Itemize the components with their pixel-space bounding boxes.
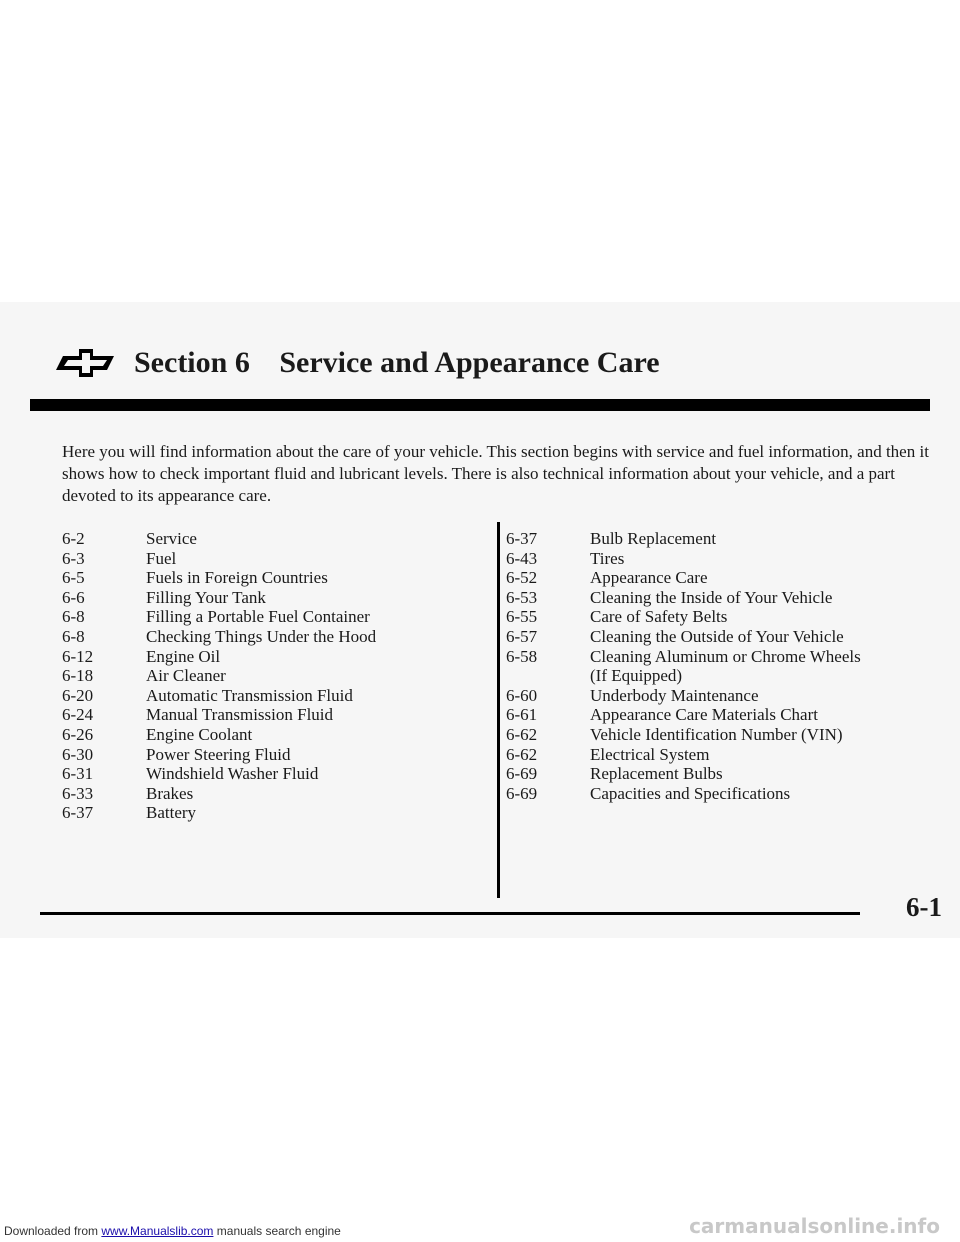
toc-page-number: 6-18	[62, 666, 94, 686]
toc-entry[interactable]	[62, 549, 482, 569]
toc-entry[interactable]	[506, 725, 926, 745]
page-number: 6-1	[906, 892, 942, 922]
toc-page-number: 6-58	[506, 646, 538, 666]
toc-entry-title: Fuels in Foreign Countries	[146, 568, 328, 588]
toc-entry-title: Windshield Washer Fluid	[146, 764, 319, 784]
toc-page-number	[506, 666, 590, 686]
toc-entry-title: Cleaning Aluminum or Chrome Wheels	[590, 646, 861, 666]
toc-entry-title: Power Steering Fluid	[146, 744, 291, 764]
toc-entry-title: Service	[146, 529, 197, 548]
section-title: Service and Appearance Care	[279, 346, 660, 379]
toc-page-number: 6-37	[506, 529, 538, 548]
toc-entry-title: Capacities and Specifications	[590, 783, 791, 803]
toc-entry-title: Replacement Bulbs	[590, 764, 723, 784]
toc-entry-title: Battery	[146, 803, 197, 823]
toc-entry[interactable]	[62, 803, 482, 823]
chevrolet-bowtie-icon	[54, 348, 116, 378]
section-header	[54, 338, 660, 388]
toc-entry-title: Checking Things Under the Hood	[146, 626, 377, 646]
toc-page-number: 6-5	[62, 568, 85, 588]
toc-page-number: 6-24	[62, 705, 94, 725]
toc-entry[interactable]	[62, 627, 482, 647]
toc-entry[interactable]	[62, 568, 482, 588]
download-footer-prefix: Downloaded from	[4, 1224, 102, 1238]
toc-entry-title: Engine Coolant	[146, 724, 253, 744]
toc-entry-title: (If Equipped)	[590, 666, 683, 686]
toc-page-number: 6-43	[506, 548, 538, 568]
toc-right-column	[506, 529, 926, 803]
toc-entry[interactable]	[62, 647, 482, 667]
toc-entry-title: Filling Your Tank	[146, 587, 266, 607]
toc-entry[interactable]	[506, 588, 926, 608]
toc-entry-title: Tires	[590, 548, 625, 568]
toc-page-number: 6-8	[62, 607, 85, 627]
toc-page-number: 6-8	[62, 626, 85, 646]
toc-page-number: 6-55	[506, 607, 538, 627]
toc-entry-title: Air Cleaner	[146, 666, 226, 686]
toc-entry[interactable]	[506, 568, 926, 588]
toc-entry[interactable]	[506, 784, 926, 804]
download-footer-suffix: manuals search engine	[213, 1224, 341, 1238]
toc-entry[interactable]	[62, 529, 482, 549]
section-label: Section 6	[134, 346, 250, 379]
toc-page-number: 6-20	[62, 685, 94, 705]
page-title	[134, 346, 660, 380]
footer-rule	[40, 912, 860, 915]
toc-entry[interactable]	[62, 607, 482, 627]
watermark: carmanualsonline.info	[689, 1214, 940, 1238]
toc-entry[interactable]	[62, 784, 482, 804]
toc-page-number: 6-57	[506, 626, 538, 646]
toc-page-number: 6-37	[62, 803, 94, 823]
toc-entry-title: Electrical System	[590, 744, 710, 764]
toc-page-number: 6-62	[506, 724, 538, 744]
manualslib-link[interactable]: www.Manualslib.com	[101, 1224, 214, 1238]
toc-page-number: 6-26	[62, 724, 94, 744]
toc-entry[interactable]	[506, 745, 926, 765]
toc-entry[interactable]	[62, 666, 482, 686]
toc-entry[interactable]	[506, 686, 926, 706]
toc-entry-title: Vehicle Identification Number (VIN)	[590, 724, 843, 744]
toc-page-number: 6-2	[62, 529, 85, 548]
toc-entry[interactable]	[506, 627, 926, 647]
toc-entry[interactable]	[506, 607, 926, 627]
toc-page-number: 6-6	[62, 587, 85, 607]
toc-entry[interactable]	[506, 666, 926, 686]
intro-paragraph: Here you will find information about the care of your vehicle. This section begins with service and fuel information, and then it shows how to check important fluid and lubricant levels. There is also technical information about your vehicle, and a part devoted to its appearance care.	[62, 442, 929, 505]
toc-entry[interactable]	[62, 686, 482, 706]
toc-entry[interactable]	[506, 549, 926, 569]
toc-entry-title: Fuel	[146, 548, 177, 568]
toc-entry-title: Appearance Care	[590, 568, 708, 588]
toc-entry-title: Underbody Maintenance	[590, 685, 759, 705]
toc-entry[interactable]	[506, 647, 926, 667]
toc-page-number: 6-33	[62, 783, 94, 803]
toc-page-number: 6-52	[506, 568, 538, 588]
toc-entry-title: Appearance Care Materials Chart	[590, 705, 818, 725]
toc-page-number: 6-69	[506, 783, 538, 803]
toc-page-number: 6-31	[62, 764, 94, 784]
toc-page-number: 6-3	[62, 548, 85, 568]
download-footer	[4, 1224, 341, 1238]
toc-page-number: 6-60	[506, 685, 538, 705]
toc-entry-title: Brakes	[146, 783, 194, 803]
toc-entry-title: Care of Safety Belts	[590, 607, 728, 627]
toc-entry-title: Cleaning the Outside of Your Vehicle	[590, 626, 844, 646]
toc-entry-title: Filling a Portable Fuel Container	[146, 607, 370, 627]
toc-entry[interactable]	[62, 588, 482, 608]
toc-page-number: 6-62	[506, 744, 538, 764]
toc-entry[interactable]	[62, 745, 482, 765]
title-rule	[30, 399, 930, 411]
toc-entry[interactable]	[506, 529, 926, 549]
toc-page-number: 6-61	[506, 705, 538, 725]
toc-entry[interactable]	[62, 705, 482, 725]
toc-left-column	[62, 529, 482, 823]
toc-entry-title: Engine Oil	[146, 646, 221, 666]
toc-page-number: 6-69	[506, 764, 538, 784]
toc-entry-title: Manual Transmission Fluid	[146, 705, 334, 725]
toc-entry-title: Bulb Replacement	[590, 529, 717, 548]
toc-page-number: 6-12	[62, 646, 94, 666]
toc-page-number: 6-53	[506, 587, 538, 607]
toc-entry[interactable]	[506, 764, 926, 784]
toc-entry[interactable]	[506, 705, 926, 725]
column-divider	[497, 522, 500, 898]
toc-entry[interactable]	[62, 725, 482, 745]
toc-entry-title: Cleaning the Inside of Your Vehicle	[590, 587, 833, 607]
toc-entry[interactable]	[62, 764, 482, 784]
toc-entry-title: Automatic Transmission Fluid	[146, 685, 353, 705]
toc-page-number: 6-30	[62, 744, 94, 764]
